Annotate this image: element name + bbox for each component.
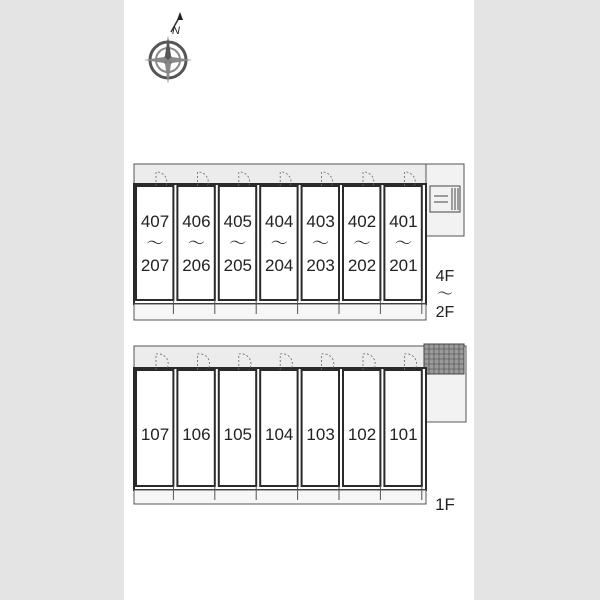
unit-label-106: 106 (182, 425, 211, 444)
unit-label-407 (135, 211, 175, 277)
floor-label-top: 4F (435, 268, 455, 285)
floor-label-1f: 1F (435, 495, 455, 514)
unit-label-404 (259, 211, 299, 277)
upper-corridor (134, 164, 428, 184)
unit-number-top: 405 (223, 212, 252, 231)
unit-number-bottom: 203 (306, 256, 335, 275)
unit-number-top: 406 (182, 212, 211, 231)
unit-number-sep: ～ (270, 234, 288, 253)
north-label: N (172, 25, 180, 37)
unit-label-101: 101 (389, 425, 418, 444)
upper-floor-label (430, 268, 460, 322)
unit-label-403 (301, 211, 341, 277)
unit-label-107: 107 (140, 425, 170, 444)
unit-number-sep: ～ (312, 234, 330, 253)
upper-balcony (134, 304, 426, 320)
unit-label-405 (218, 211, 258, 277)
unit-label-104: 104 (265, 425, 294, 444)
unit-number-sep: ～ (229, 234, 247, 253)
unit-number-bottom: 201 (389, 256, 418, 275)
unit-number-top: 403 (306, 212, 335, 231)
unit-number-sep: ～ (187, 234, 205, 253)
floor-label-sep: ～ (436, 286, 453, 303)
lower-balcony (134, 490, 426, 504)
unit-number-bottom: 207 (140, 256, 170, 275)
unit-label-406 (176, 211, 216, 277)
compass-icon (138, 8, 198, 94)
unit-number-bottom: 202 (347, 256, 377, 275)
unit-number-bottom: 206 (182, 256, 211, 275)
unit-label-402 (342, 211, 382, 277)
unit-number-top: 402 (347, 212, 377, 231)
unit-number-top: 407 (140, 212, 170, 231)
unit-number-sep: ～ (394, 234, 412, 253)
lower-corridor (134, 346, 428, 368)
unit-number-sep: ～ (146, 234, 164, 253)
unit-label-105: 105 (223, 425, 252, 444)
floor-label-bottom: 2F (435, 304, 455, 321)
unit-number-top: 404 (265, 212, 294, 231)
unit-label-102: 102 (347, 425, 377, 444)
unit-label-401 (383, 211, 423, 277)
unit-number-top: 401 (389, 212, 418, 231)
lower-grid-hatch (424, 344, 464, 374)
unit-number-bottom: 204 (265, 256, 294, 275)
unit-number-sep: ～ (353, 234, 371, 253)
lower-floor-label (430, 496, 460, 514)
unit-number-bottom: 205 (223, 256, 252, 275)
unit-label-103: 103 (306, 425, 335, 444)
